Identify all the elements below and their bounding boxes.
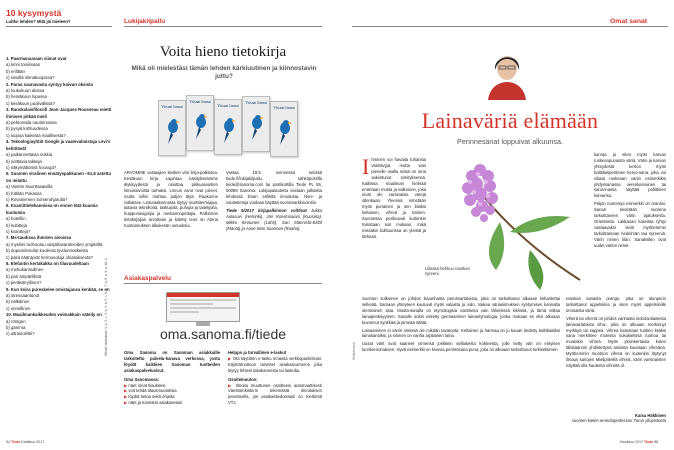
raffle-winners-intro: Tiede 5/2017 kirjapalkinnon voittivat bbox=[226, 208, 307, 214]
book-cover bbox=[158, 100, 186, 156]
quiz-question-text: 10. Maailmankaikkeuden voimakkain säteily on bbox=[6, 312, 102, 318]
article-text: ranskan sanasta orange, joka on alunperin tarkoittanut appelsiinia ja siten myös appelsiinille ominaista väriä. bbox=[566, 296, 666, 313]
quiz-option: b) sotttavia takkeja bbox=[6, 158, 42, 164]
quiz-question bbox=[6, 139, 112, 171]
quiz-option: a) myeliini tuohoutuu vasjähasaralneiden ympäriltä bbox=[6, 241, 103, 247]
author-name: Kaisa Häkkinen bbox=[635, 413, 666, 418]
address-change-list bbox=[228, 383, 322, 407]
quiz-option: a) mehukannullinen bbox=[6, 267, 44, 273]
quiz-option: a) pehtoreida nautinnoissa bbox=[6, 120, 57, 126]
quiz-option: c) peräkärryllinen? bbox=[6, 280, 42, 286]
quiz-option: c) onnellinen bbox=[6, 305, 31, 311]
quiz-question-text: 3. Ranskalaisfilosofi Jean-Jacques Rousseau mietti ihmisen pitkää mieli bbox=[6, 107, 112, 119]
bird-illustration bbox=[220, 116, 238, 144]
service-section-heading: Asiakaspalvelu bbox=[124, 275, 171, 282]
book-cover bbox=[270, 101, 298, 157]
article-column-1-bottom bbox=[362, 296, 560, 353]
article-text: Lainaaminen ei väriin nimissä ole mikään tavatonta. Keltainen ja harmaa on jo kauan tiedetty balttilaisiksi lainasanoiksi, ja sininen on vanha arjalainen laina. bbox=[362, 327, 560, 339]
article-text: Viherä tai viheriä on johdos vanhasta indoiranilaisesta lainavartaloista viha-, joka on alkuaan merkinnyt myrkkyä tai sappea. Vihreä katsotaan tuntien lisäksi sana merkitsee monissa sukukielissä ruohoa tai muutakin vihreä. Myös yksinkertaisia kuten lähisäannin yhdistettynä asioista kuvataan vihreänä. Myöhemmin muotoon vihreä on kuitenkin löytynyt ilmaus sanojen Mielipiteellä vihreä, värin varsinaisten näyttää olla hautenta vihreitä ol. bbox=[566, 315, 666, 368]
book-title: Viisaat linnut bbox=[161, 104, 183, 109]
issue-date: Kesäkuu 2017 bbox=[21, 440, 45, 444]
quiz-subheading: Luitko lehden? Mitä jäi mieleen? bbox=[6, 19, 71, 24]
article-text: Paljon nuorempi esimerkki on oranssi. Sanan tiedetään nuorena tarkoittaneen värin ajatuksesta. Oranssista. Lakkanan kasvista ryhtyi vastaavaksi vielä myöhemmin tarkoittamaan hedelmän taa syreeniä. Värin nimen lilan. Sanaksikin ovat uudet värien nimet. bbox=[594, 201, 666, 248]
quiz-question-text: 6. Kvantittielekannissa on ennen tätä kuumia kuulumia bbox=[6, 203, 98, 215]
list-item: löydät tietoa sekä ohjeita bbox=[128, 394, 175, 400]
quiz-option: c) pakit nääntyvät hermosoluja ohiatoiksesta? bbox=[6, 254, 93, 260]
quiz-option: b) Kittilän Pokassa bbox=[6, 190, 42, 196]
quiz-option: a) loukokuun alussa bbox=[6, 88, 45, 94]
address-change-title: Osoitemuutos: bbox=[228, 376, 258, 382]
bullet-icon: ▶ bbox=[124, 388, 129, 394]
quiz-heading: 10 kysymystä bbox=[6, 8, 62, 18]
book-cover bbox=[214, 99, 242, 155]
issue-date: Kesäkuu 2017 bbox=[620, 440, 643, 444]
author-role: suomen kielen emeritaprofessori Turun yliopistosta bbox=[571, 418, 666, 424]
service-column-2 bbox=[228, 350, 322, 406]
book-title: Viisaat linnut bbox=[245, 100, 267, 105]
article-column-1-top bbox=[362, 154, 426, 240]
raffle-question: Mikä oli mielestäsi tämän lehden kärkiuutinen ja kiinnostavin juttu? bbox=[131, 65, 317, 80]
quiz-question-text: 7. Ms-taudissa ihmisen aivoissa bbox=[6, 235, 72, 241]
quiz-option: c) kesäkuun puolivälissä? bbox=[6, 100, 55, 106]
raffle-instructions: Vastaa 18.6. mennessä netissä tiede.fi/lukijakilpailu, sähköpostilla tiede@sanoma.com tai postikortilla Tiede PL 65, 00089 Sanoma. Lukijapalautetta voidaan julkaista lehdessä ilman erillistä ilmoitusta. Nimi- ja osoitetietoja voidaan käyttää suoramarkkinointiin. bbox=[226, 170, 322, 205]
quiz-option: a) Vantön Nuorttasaivilla bbox=[6, 184, 53, 190]
bullet-icon: ▶ bbox=[124, 400, 129, 406]
quiz-option: a) paikannettavia sukkia bbox=[6, 152, 53, 158]
service-url[interactable]: oma.sanoma.fi/tiede bbox=[159, 326, 287, 342]
raffle-text-column-2 bbox=[226, 170, 322, 232]
article-column-2 bbox=[594, 152, 666, 249]
quiz-option: b) kubitteja bbox=[6, 222, 28, 228]
quiz-option: a) röntgen bbox=[6, 318, 26, 324]
raffle-body: ARVOMME vastaajien kesken viisi kirja-palkintoa. Kesäkuun kirja Lagintaa käsitykssämme älykkyydestä ja osoittaa pikkuaivoisten linnunaivoista turhaksi. Linnun aivot ovat pienet, mutta niihin mahtuu paljon älyä. Raakunne ratkaisee. Linturaakennasta löytyy muistitermiajaa, taitavia tekniikoita, taskujoita, puhujia ja taitelijoita, huippunavigoijia ja mestarinopettajia. Palkinnon tietokirjaljan arvottaan ja kiitetty teos on Atena Kustannuksen alkukesän uutuuksia. bbox=[124, 170, 218, 229]
quiz-question-text: 4. Teknologiayhtiö Google ja vaatevalmistaja Levi's kehittävät bbox=[6, 139, 111, 151]
quiz-option: a) kinni toisissaan bbox=[6, 62, 41, 68]
bird-illustration bbox=[192, 112, 210, 140]
magazine-name: Tiede bbox=[11, 440, 21, 444]
quiz-question bbox=[6, 312, 112, 338]
quiz-question bbox=[6, 235, 112, 261]
quiz-question bbox=[6, 203, 112, 235]
list-item: näet omat tilauksesi bbox=[128, 382, 166, 388]
image-caption: Liilassa hehkuu ranskan syreeni. bbox=[425, 266, 470, 277]
quiz-option: b) pysyä kohtuudessa bbox=[6, 126, 48, 132]
einvoice-list bbox=[228, 356, 322, 374]
quiz-option: c) luopua kaikesta maallisesta? bbox=[6, 132, 66, 138]
bird-illustration bbox=[248, 113, 266, 141]
page-number: 84 bbox=[6, 440, 10, 444]
quiz-question-text: 8. Elefantin kertakakka on tilavuudeltaan bbox=[6, 261, 89, 266]
quiz-option: a) hotelliin bbox=[6, 216, 26, 222]
quiz-option: c) näkymättömiä housuja? bbox=[6, 164, 57, 170]
list-item: Ilmoita muuttunee osoitteesi automaattisesti Väestörekisterin tekemästä ilmoituksen perusteella, jos asiakastiedoissasi on merkintä VTJ. bbox=[228, 382, 322, 406]
book-cover bbox=[186, 95, 214, 151]
quiz-question bbox=[6, 171, 112, 203]
photo-credit: Shutterstock bbox=[352, 342, 356, 360]
divider bbox=[124, 26, 322, 27]
magazine-name: Tiede bbox=[643, 440, 654, 444]
footer-right bbox=[620, 440, 658, 444]
quiz-option: c) sivuillä sitmakuopissa? bbox=[6, 75, 55, 81]
divider bbox=[124, 283, 322, 284]
bird-illustration bbox=[276, 118, 294, 146]
quiz-option: b) pari ämpärillistä bbox=[6, 273, 42, 279]
bullet-icon: ▶ bbox=[124, 394, 129, 400]
quiz-option: c) ultraviolettii? bbox=[6, 331, 35, 337]
quiz-option: b) dopamiinisolut kuolevat tyvdunmatkeista bbox=[6, 248, 88, 254]
article-column-3 bbox=[566, 296, 666, 369]
bullet-icon: ▶ bbox=[228, 382, 236, 388]
quiz-question-text: 2. Paras saunavasta syntyy koivun oksista bbox=[6, 81, 93, 87]
quiz-option: b) nälkäinen bbox=[6, 299, 30, 305]
page-number: 85 bbox=[654, 440, 659, 444]
book-title: Viisaat linnut bbox=[189, 99, 211, 104]
quiz-question-text: 1. Paarmanaaraan siimat ovat bbox=[6, 56, 67, 61]
author-signature bbox=[560, 413, 666, 424]
list-item: voit tehdä tilausmuutoksia bbox=[128, 388, 177, 394]
bullet-icon: ▶ bbox=[124, 382, 129, 388]
quiz-option: a) stressaantunut bbox=[6, 293, 40, 299]
article-text: Uusat värit ovat saaneet nimensä joskkein sellaisesta kohteesta, jolle tietty väri on erityisen luonteenomainen. Hyvä esimerkki on kivuvia perintösana puna, joka on alkuaan tarkoittanut turkiseläimen bbox=[362, 341, 560, 353]
quiz-option: c) Rovaniemen Somerohjarulla? bbox=[6, 196, 68, 202]
column-section-heading: Omat sanat bbox=[610, 18, 648, 25]
article-lead: Perinnesanat loppuivat alkuunsa. bbox=[457, 137, 563, 146]
divider bbox=[352, 26, 668, 27]
bullet-icon: ▶ bbox=[228, 355, 233, 361]
raffle-section-heading: Lukijakilpailu bbox=[124, 18, 166, 25]
raffle-text-column-1 bbox=[124, 170, 218, 229]
service-column-1 bbox=[124, 350, 220, 406]
article-title: Lainaväriä elämään bbox=[421, 108, 599, 133]
quiz-question bbox=[6, 287, 112, 313]
article-text: hminen voi havaita tuhansia värisävyjä, mutta vain pienelle osalla niistä on oma vakiintunut nimityksensä. Kaikissa maailman kielissä erotetaan musta ja valkoinen, joka eivät ole varsinaisia värejä ollenkaan. Yleensä nimetään myös punainen ja sen lisäksi keltainen, vihreä ja sininen. Suomessa perikoaval kuitenkin toisistaan son mukaan, mikä missäkin kulttuurissa on yleistä ja tärkeää. bbox=[362, 157, 426, 239]
drop-cap: I bbox=[362, 154, 370, 179]
article-text: Suomen sulkoinen on johdos ikivanhasta perusvartaloista, joka on tarkoittanut alkuaan kirkastettai selkeää. Samaan yhteyteen kuuluvat myös valaista ja valo. Vaikea väriasiimuksen syntymisen kannalta olennainen asia. Musta-sanalla on etymologisia vastineita vain läheisissä kielissä, ja tämä viittaa lainaperäisyyteen. Sanalle onkin esitetty germaaninen lainaetymologia, jonka mukaan se olisi alkuaan kuvannut synkkää ja pimeää säätä. bbox=[362, 296, 560, 325]
book-title: Viisaat linnut bbox=[273, 105, 295, 110]
einvoice-title: Helppo ja turvallinen e-laskut bbox=[228, 350, 287, 355]
raffle-winners: Jukka Aulasuvi (Helsinki), Jari Koivimnaiani (Kuusela), Mikko Kinnunen (Lahti), Sari Männistö-Eklöf (Mäntä) ja Anne-Mari Saarinen (Raaha). bbox=[226, 208, 322, 232]
monitor-illustration bbox=[166, 292, 240, 322]
quiz-answers-vertical: Oikeat vastaukset: 1. b, 2. c, 3. b, 4. b, 5. c, 6. b, 7. a, 8. a, 9. a, 10. b bbox=[104, 258, 108, 356]
list-item: näet ja tunnistat asiakasetusi bbox=[128, 400, 183, 406]
list-item: Ota käyttöön e-lasku omassa verkkopankissasi. Käyttöönottoon tarvitset asiakasnumeron joka löytyy lehtesi takakannesta tai laskulta. bbox=[228, 355, 322, 373]
quiz-question bbox=[6, 261, 112, 287]
bird-illustration bbox=[164, 117, 182, 145]
divider bbox=[6, 26, 112, 27]
quiz-option: b) heinäkuun lopussa bbox=[6, 94, 47, 100]
article-text: karvaa ja siten myös karvan ruskeanpunaista väriä. Värin ja karvan yhteydestä kertoo myös balttilaisperäinen kervo-sana, joka voi viitata ruskeaan väriin esimerkiksi yhdyssanassa verenkarvainen tai sanonnassa näyttää pollittinen karvansa. bbox=[594, 152, 666, 199]
service-list bbox=[124, 383, 220, 407]
raffle-title: Voita hieno tietokirja bbox=[159, 44, 287, 60]
service-intro: Oma Sanoma on Sanoman asiakkaille tarkoitettu palvelu-kanava verkossa, josta löydät kaikkien Sanoman tuotteiden asiakaspalvelusivut. bbox=[124, 350, 220, 373]
quiz-question-text: 5. Suomen viralinen ennätyspakkanen –51,5 astetta on mitattu bbox=[6, 171, 111, 183]
author-portrait bbox=[484, 48, 530, 100]
quiz-option: b) gamma bbox=[6, 325, 26, 331]
book-cover bbox=[242, 96, 270, 152]
quiz-option: c) kvantteja? bbox=[6, 228, 31, 234]
book-title: Viisaat linnut bbox=[217, 103, 239, 108]
quiz-question bbox=[6, 82, 112, 108]
quiz-question bbox=[6, 56, 112, 82]
quiz-question bbox=[6, 107, 112, 139]
quiz-option: b) erillään bbox=[6, 68, 25, 74]
quiz-question-list bbox=[6, 56, 112, 338]
quiz-question-text: 9. Kun koira pureskelee omistajansa kenkää, se on bbox=[6, 286, 110, 292]
service-sub: Oma Sanomassa: bbox=[124, 376, 160, 382]
footer-left bbox=[6, 440, 44, 444]
